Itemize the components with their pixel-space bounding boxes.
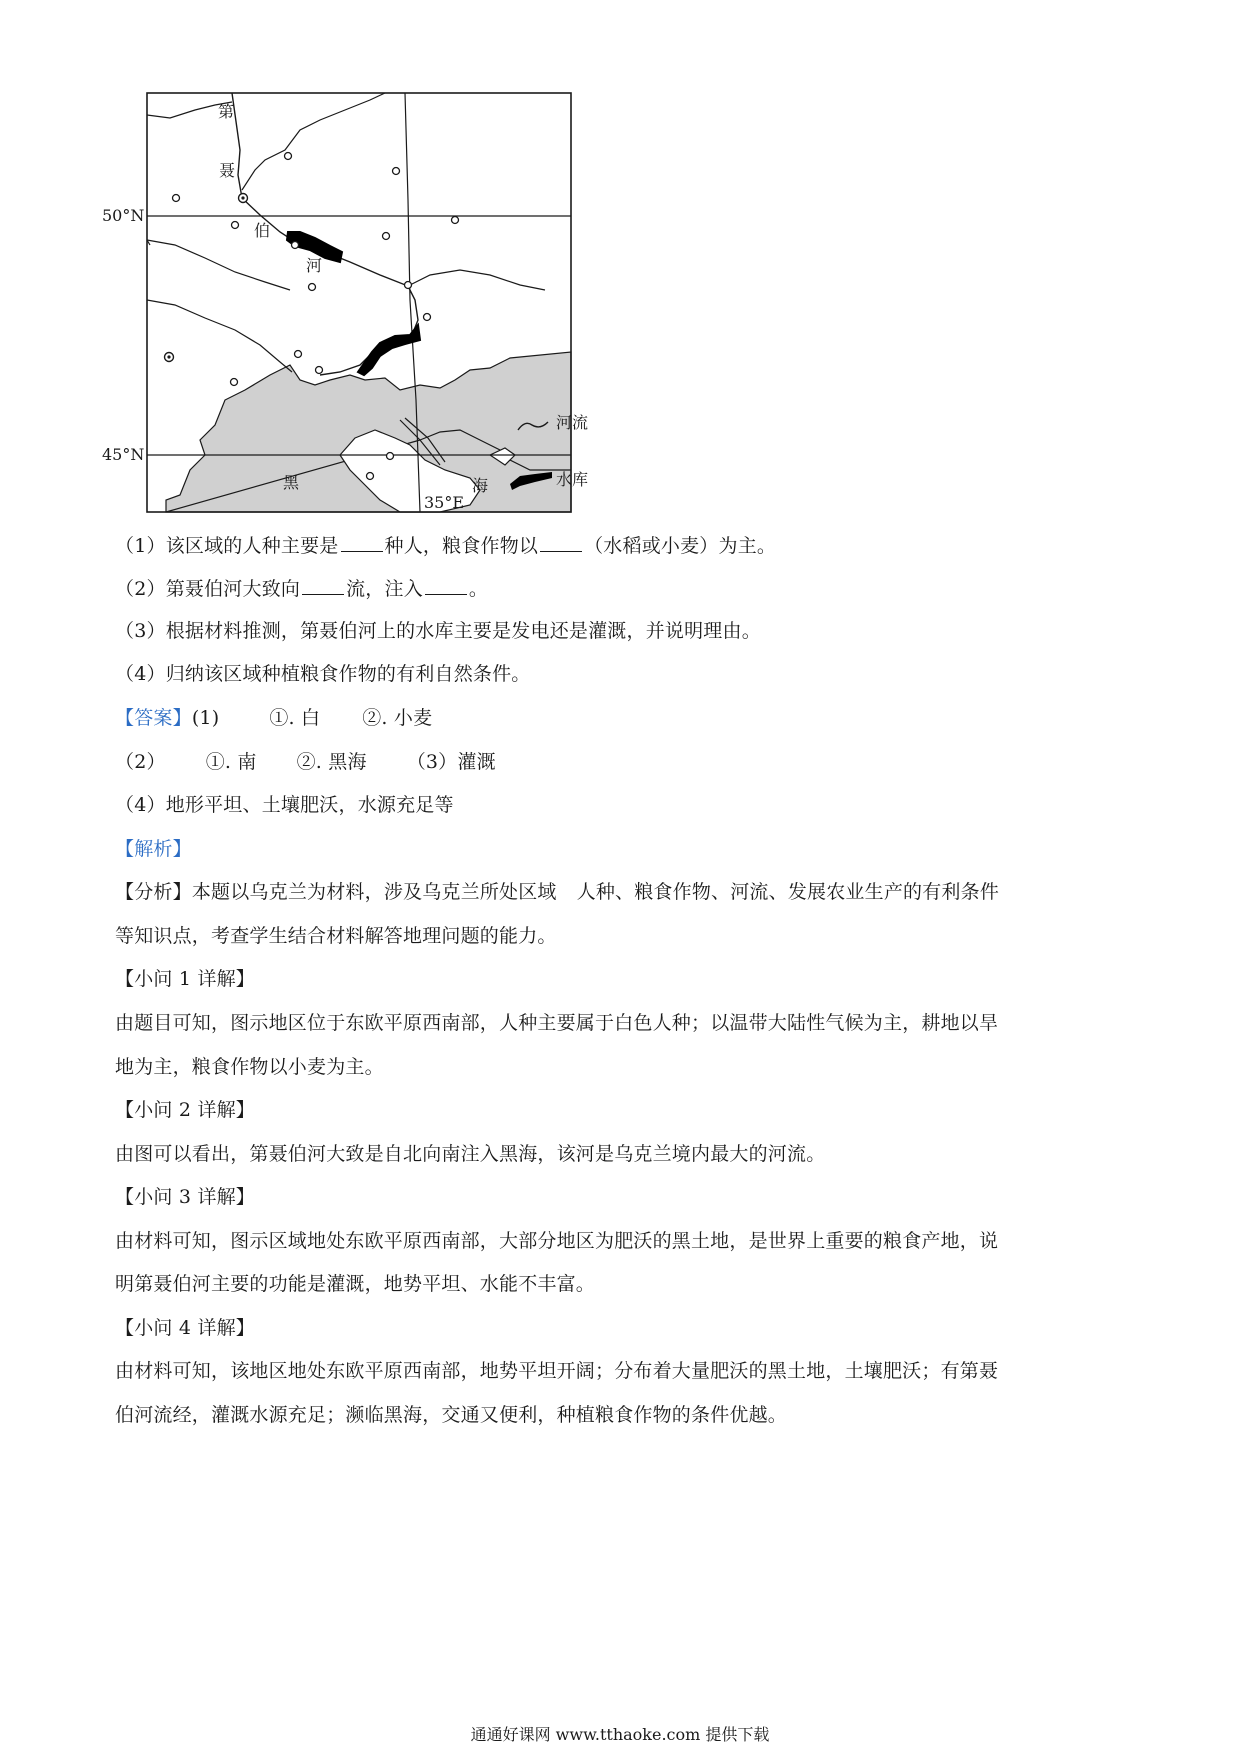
question-2-text-c: 。 — [468, 578, 489, 600]
answer-2-num: （2） — [115, 751, 166, 773]
river-label-char: 河 — [306, 256, 323, 275]
river-label-char: 第 — [218, 102, 235, 121]
question-3: （3）根据材料推测，第聂伯河上的水库主要是发电还是灌溉，并说明理由。 — [115, 620, 761, 642]
city-marker — [241, 196, 244, 199]
subquestion-4-title: 【小问 4 详解】 — [115, 1317, 255, 1339]
question-2-text-a: （2）第聂伯河大致向 — [115, 578, 301, 600]
town-marker — [309, 284, 316, 291]
question-2 — [115, 576, 488, 601]
sea-label-char: 海 — [472, 476, 489, 495]
town-marker — [452, 217, 459, 224]
east-tributary — [408, 270, 545, 290]
answer-3: （3）灌溉 — [406, 751, 496, 773]
town-marker — [232, 222, 239, 229]
answer-blank[interactable] — [302, 576, 344, 595]
town-marker — [405, 282, 412, 289]
question-1 — [115, 533, 776, 558]
lon-35e-label: 35°E — [424, 493, 465, 512]
town-marker — [292, 242, 299, 249]
subquestion-3-line-2: 明第聂伯河主要的功能是灌溉，地势平坦、水能不丰富。 — [115, 1273, 596, 1295]
subquestion-4-line-2: 伯河流经，灌溉水源充足；濒临黑海，交通又便利，种植粮食作物的条件优越。 — [115, 1404, 788, 1426]
subquestion-3-line-1: 由材料可知，图示区域地处东欧平原西南部，大部分地区为肥沃的黑土地，是世界上重要的粮食产地，说 — [115, 1230, 999, 1252]
town-marker — [285, 153, 292, 160]
legend-river-symbol — [518, 422, 548, 430]
analysis-paragraph-line-1 — [115, 880, 999, 904]
legend-reservoir-symbol — [510, 472, 552, 490]
analysis-head: 【分析】 — [115, 881, 192, 903]
town-marker — [367, 473, 374, 480]
subquestion-1-title: 【小问 1 详解】 — [115, 968, 255, 990]
town-marker — [424, 314, 431, 321]
answer-blank[interactable] — [341, 533, 383, 552]
answer-2a: ①. 南 — [205, 751, 257, 773]
dnieper-region-map — [100, 90, 700, 590]
answer-1-num: (1) — [191, 707, 220, 729]
town-marker — [231, 379, 238, 386]
answer-2b: ②. 黑海 — [296, 751, 367, 773]
lat-50n-label: 50°N — [102, 206, 145, 225]
analysis-text-b: 人种、粮食作物、河流、发展农业生产的有利条件 — [576, 881, 1000, 903]
town-marker — [387, 453, 394, 460]
legend-river-label: 河流 — [556, 413, 589, 432]
map-legend — [505, 405, 625, 495]
tributary-desna — [242, 93, 385, 190]
answer-1b: ②. 小麦 — [362, 707, 433, 729]
question-1-text-a: （1）该区域的人种主要是 — [115, 535, 339, 557]
question-2-text-b: 流，注入 — [346, 578, 423, 600]
town-marker — [173, 195, 180, 202]
legend-reservoir-label: 水库 — [556, 470, 589, 489]
subquestion-2-line-1: 由图可以看出，第聂伯河大致是自北向南注入黑海，该河是乌克兰境内最大的河流。 — [115, 1143, 826, 1165]
answer-tag: 【答案】 — [115, 707, 192, 729]
answer-line-2 — [115, 750, 496, 774]
town-marker — [316, 367, 323, 374]
question-4: （4）归纳该区域种植粮食作物的有利自然条件。 — [115, 663, 531, 685]
city-marker — [167, 355, 170, 358]
reservoir-kakhovka — [358, 325, 420, 375]
analysis-paragraph-line-2: 等知识点，考查学生结合材料解答地理问题的能力。 — [115, 925, 557, 947]
answer-line-1 — [115, 706, 432, 730]
town-marker — [393, 168, 400, 175]
subquestion-3-title: 【小问 3 详解】 — [115, 1186, 255, 1208]
analysis-tag: 【解析】 — [115, 838, 192, 860]
lat-45n-label: 45°N — [102, 445, 145, 464]
town-marker — [295, 351, 302, 358]
subquestion-4-line-1: 由材料可知，该地区地处东欧平原西南部，地势平坦开阔；分布着大量肥沃的黑土地，土壤肥沃；有第聂 — [115, 1360, 999, 1382]
river-label-char: 聂 — [219, 161, 236, 180]
sea-label-char: 黑 — [283, 473, 300, 492]
answer-blank[interactable] — [540, 533, 582, 552]
subquestion-1-line-2: 地为主，粮食作物以小麦为主。 — [115, 1056, 384, 1078]
answer-1a: ①. 白 — [269, 707, 321, 729]
answer-line-3: （4）地形平坦、土壤肥沃，水源充足等 — [115, 794, 454, 816]
tributary-west — [147, 240, 290, 290]
town-marker — [383, 233, 390, 240]
page-footer: 通通好课网 www.tthaoke.com 提供下载 — [470, 1725, 770, 1744]
question-1-text-c: （水稻或小麦）为主。 — [584, 535, 777, 557]
subquestion-2-title: 【小问 2 详解】 — [115, 1099, 255, 1121]
subquestion-1-line-1: 由题目可知，图示地区位于东欧平原西南部，人种主要属于白色人种；以温带大陆性气候为主，耕地以旱 — [115, 1012, 999, 1034]
question-1-text-b: 种人，粮食作物以 — [384, 535, 539, 557]
answer-blank[interactable] — [425, 576, 467, 595]
river-label-char: 伯 — [254, 221, 271, 240]
analysis-text-a: 本题以乌克兰为材料，涉及乌克兰所处区域 — [191, 881, 557, 903]
